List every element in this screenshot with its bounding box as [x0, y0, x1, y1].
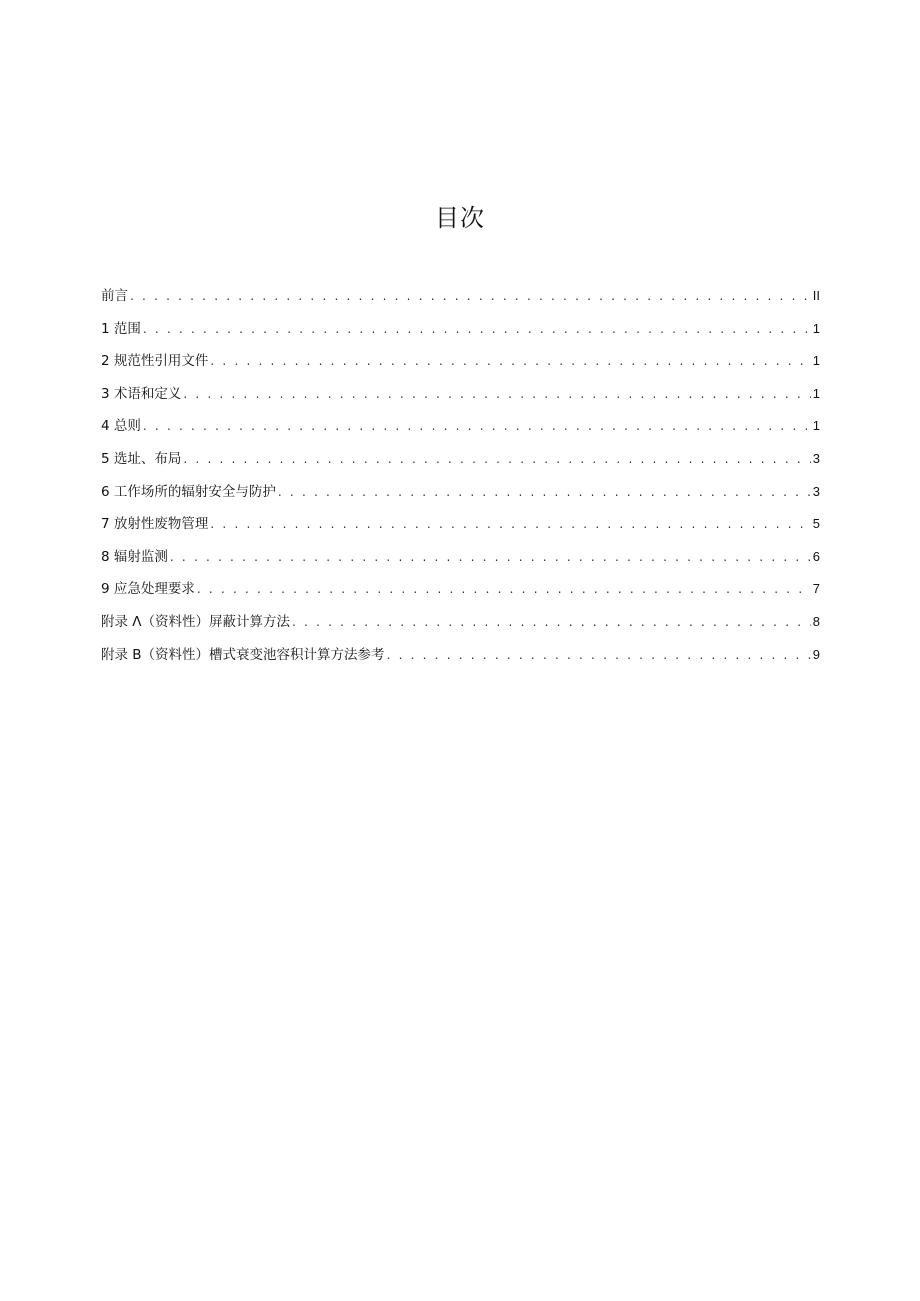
toc-dot-leader: [197, 576, 811, 602]
toc-entry-label: 5 选址、布局: [101, 450, 182, 467]
toc-entry-label: 7 放射性废物管理: [101, 516, 209, 533]
toc-entry-preface[interactable]: [101, 283, 820, 316]
toc-dot-leader: [183, 381, 810, 407]
toc-entry-label: 3 术语和定义: [101, 385, 182, 402]
toc-entry-label: 8 辐射监测: [101, 548, 168, 565]
toc-page-number: 1: [812, 353, 820, 369]
toc-entry-normative-references[interactable]: [101, 348, 820, 381]
toc-page-number: 7: [812, 581, 820, 597]
toc-entry-label: 1 范围: [101, 320, 141, 337]
toc-dot-leader: [183, 446, 810, 472]
toc-entry-radiation-monitoring[interactable]: [101, 544, 820, 577]
toc-page-number: 6: [812, 548, 820, 564]
toc-page-number: 3: [812, 483, 820, 499]
toc-page-number: 3: [812, 450, 820, 466]
toc-dot-leader: [387, 642, 811, 668]
toc-entry-label: 6 工作场所的辐射安全与防护: [101, 483, 276, 500]
toc-entry-appendix-b[interactable]: [101, 642, 820, 675]
toc-dot-leader: [278, 479, 811, 505]
toc-dot-leader: [143, 316, 811, 342]
toc-entry-siting-layout[interactable]: [101, 446, 820, 479]
toc-page-number: 1: [812, 320, 820, 336]
toc-entry-label: 前言: [101, 288, 128, 304]
toc-entry-emergency[interactable]: [101, 576, 820, 609]
toc-entry-label: 4 总则: [101, 418, 141, 435]
toc-page-number: II: [812, 288, 820, 303]
toc-dot-leader: [292, 609, 811, 635]
toc-entry-terms-definitions[interactable]: [101, 381, 820, 414]
table-of-contents: [101, 283, 820, 674]
toc-page-number: 1: [812, 418, 820, 434]
toc-entry-radioactive-waste[interactable]: [101, 511, 820, 544]
toc-page-number: 9: [812, 646, 820, 662]
toc-entry-label: 附录 B（资料性）槽式衰变池容积计算方法参考: [101, 646, 385, 663]
toc-dot-leader: [210, 511, 810, 537]
toc-entry-label: 附录 Λ（资料性）屏蔽计算方法: [101, 613, 291, 630]
toc-dot-leader: [210, 348, 810, 374]
toc-entry-label: 2 规范性引用文件: [101, 353, 209, 370]
toc-page-number: 8: [812, 613, 820, 629]
toc-page-number: 1: [812, 385, 820, 401]
toc-entry-general[interactable]: [101, 413, 820, 446]
toc-entry-scope[interactable]: [101, 316, 820, 349]
toc-dot-leader: [130, 283, 811, 309]
toc-entry-label: 9 应急处理要求: [101, 581, 195, 598]
toc-title: 目次: [435, 204, 485, 232]
toc-dot-leader: [143, 413, 811, 439]
toc-entry-radiation-safety[interactable]: [101, 479, 820, 512]
toc-page-number: 5: [812, 516, 820, 532]
toc-dot-leader: [170, 544, 811, 570]
toc-entry-appendix-a[interactable]: [101, 609, 820, 642]
